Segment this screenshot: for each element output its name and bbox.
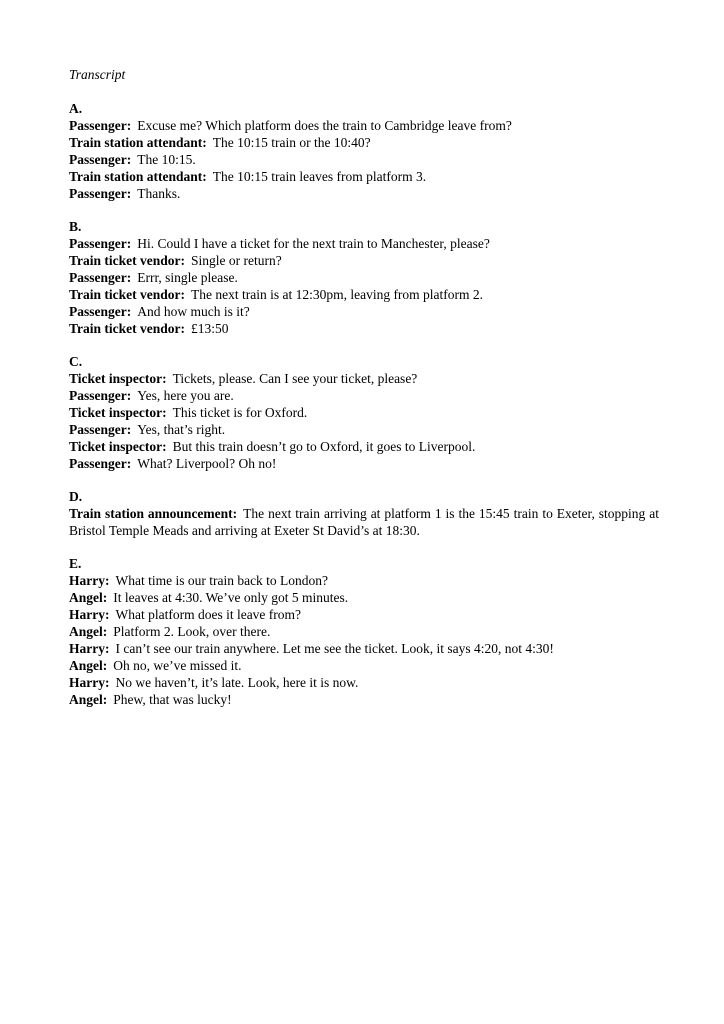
section-letter: E. bbox=[69, 556, 82, 571]
speaker-name: Passenger: bbox=[69, 304, 132, 319]
speaker-name: Passenger: bbox=[69, 152, 132, 167]
dialogue-line bbox=[69, 589, 659, 606]
utterance-text: And how much is it? bbox=[137, 304, 250, 319]
utterance-text: The 10:15. bbox=[137, 152, 196, 167]
dialogue-line bbox=[69, 387, 659, 404]
dialogue-line bbox=[69, 168, 659, 185]
speaker-name: Harry: bbox=[69, 641, 110, 656]
dialogue-line bbox=[69, 674, 659, 691]
page-title: Transcript bbox=[69, 67, 126, 82]
dialogue-line bbox=[69, 640, 659, 657]
speaker-name: Angel: bbox=[69, 590, 108, 605]
section-letter: A. bbox=[69, 101, 83, 116]
utterance-text: Yes, here you are. bbox=[137, 388, 234, 403]
dialogue-line bbox=[69, 438, 659, 455]
transcript-page bbox=[69, 66, 659, 724]
dialogue-line bbox=[69, 691, 659, 708]
dialogue-line bbox=[69, 303, 659, 320]
dialogue-section bbox=[69, 555, 659, 708]
utterance-text: What time is our train back to London? bbox=[115, 573, 329, 588]
dialogue-section bbox=[69, 353, 659, 472]
utterance-text: I can’t see our train anywhere. Let me see the ticket. Look, it says 4:20, not 4:30! bbox=[115, 641, 554, 656]
dialogue-line bbox=[69, 455, 659, 472]
utterance-text: Hi. Could I have a ticket for the next train to Manchester, please? bbox=[137, 236, 490, 251]
utterance-text: Oh no, we’ve missed it. bbox=[113, 658, 242, 673]
dialogue-line bbox=[69, 117, 659, 134]
speaker-name: Train station attendant: bbox=[69, 169, 207, 184]
section-letter: D. bbox=[69, 489, 83, 504]
speaker-name: Passenger: bbox=[69, 236, 132, 251]
utterance-text: The next train is at 12:30pm, leaving from platform 2. bbox=[190, 287, 484, 302]
utterance-text: Yes, that’s right. bbox=[137, 422, 226, 437]
speaker-name: Ticket inspector: bbox=[69, 405, 167, 420]
dialogue-line bbox=[69, 623, 659, 640]
dialogue-line bbox=[69, 370, 659, 387]
dialogue-line bbox=[69, 404, 659, 421]
speaker-name: Harry: bbox=[69, 607, 110, 622]
dialogue-line bbox=[69, 505, 659, 539]
speaker-name: Angel: bbox=[69, 658, 108, 673]
dialogue-line bbox=[69, 134, 659, 151]
utterance-text: The next train arriving at platform 1 is the 15:45 train to Exeter, stopping at Bristol Temple Meads and arriving at Exeter St David’s at 18:30. bbox=[69, 506, 659, 538]
speaker-name: Angel: bbox=[69, 692, 108, 707]
speaker-name: Passenger: bbox=[69, 270, 132, 285]
utterance-text: The 10:15 train leaves from platform 3. bbox=[212, 169, 427, 184]
dialogue-line bbox=[69, 185, 659, 202]
dialogue-line bbox=[69, 421, 659, 438]
utterance-text: No we haven’t, it’s late. Look, here it is now. bbox=[115, 675, 359, 690]
dialogue-section bbox=[69, 100, 659, 202]
utterance-text: What platform does it leave from? bbox=[115, 607, 302, 622]
dialogue-line bbox=[69, 572, 659, 589]
utterance-text: Single or return? bbox=[190, 253, 282, 268]
speaker-name: Train station announcement: bbox=[69, 506, 238, 521]
speaker-name: Passenger: bbox=[69, 388, 132, 403]
speaker-name: Passenger: bbox=[69, 422, 132, 437]
utterance-text: £13:50 bbox=[190, 321, 229, 336]
dialogue-line bbox=[69, 320, 659, 337]
utterance-text: It leaves at 4:30. We’ve only got 5 minutes. bbox=[113, 590, 349, 605]
speaker-name: Train ticket vendor: bbox=[69, 321, 185, 336]
dialogue-sections bbox=[69, 100, 659, 708]
utterance-text: This ticket is for Oxford. bbox=[172, 405, 308, 420]
utterance-text: Platform 2. Look, over there. bbox=[113, 624, 271, 639]
speaker-name: Ticket inspector: bbox=[69, 371, 167, 386]
utterance-text: Phew, that was lucky! bbox=[113, 692, 232, 707]
section-letter: B. bbox=[69, 219, 82, 234]
dialogue-line bbox=[69, 269, 659, 286]
speaker-name: Passenger: bbox=[69, 118, 132, 133]
utterance-text: Errr, single please. bbox=[137, 270, 238, 285]
speaker-name: Passenger: bbox=[69, 186, 132, 201]
section-letter: C. bbox=[69, 354, 83, 369]
speaker-name: Train station attendant: bbox=[69, 135, 207, 150]
dialogue-line bbox=[69, 606, 659, 623]
utterance-text: Tickets, please. Can I see your ticket, please? bbox=[172, 371, 418, 386]
dialogue-section bbox=[69, 488, 659, 539]
speaker-name: Harry: bbox=[69, 675, 110, 690]
utterance-text: Excuse me? Which platform does the train to Cambridge leave from? bbox=[137, 118, 512, 133]
utterance-text: What? Liverpool? Oh no! bbox=[137, 456, 277, 471]
dialogue-line bbox=[69, 657, 659, 674]
speaker-name: Angel: bbox=[69, 624, 108, 639]
dialogue-line bbox=[69, 151, 659, 168]
dialogue-section bbox=[69, 218, 659, 337]
speaker-name: Train ticket vendor: bbox=[69, 287, 185, 302]
utterance-text: But this train doesn’t go to Oxford, it goes to Liverpool. bbox=[172, 439, 476, 454]
dialogue-line bbox=[69, 286, 659, 303]
speaker-name: Train ticket vendor: bbox=[69, 253, 185, 268]
dialogue-line bbox=[69, 252, 659, 269]
speaker-name: Ticket inspector: bbox=[69, 439, 167, 454]
speaker-name: Harry: bbox=[69, 573, 110, 588]
dialogue-line bbox=[69, 235, 659, 252]
utterance-text: The 10:15 train or the 10:40? bbox=[212, 135, 371, 150]
speaker-name: Passenger: bbox=[69, 456, 132, 471]
utterance-text: Thanks. bbox=[137, 186, 181, 201]
